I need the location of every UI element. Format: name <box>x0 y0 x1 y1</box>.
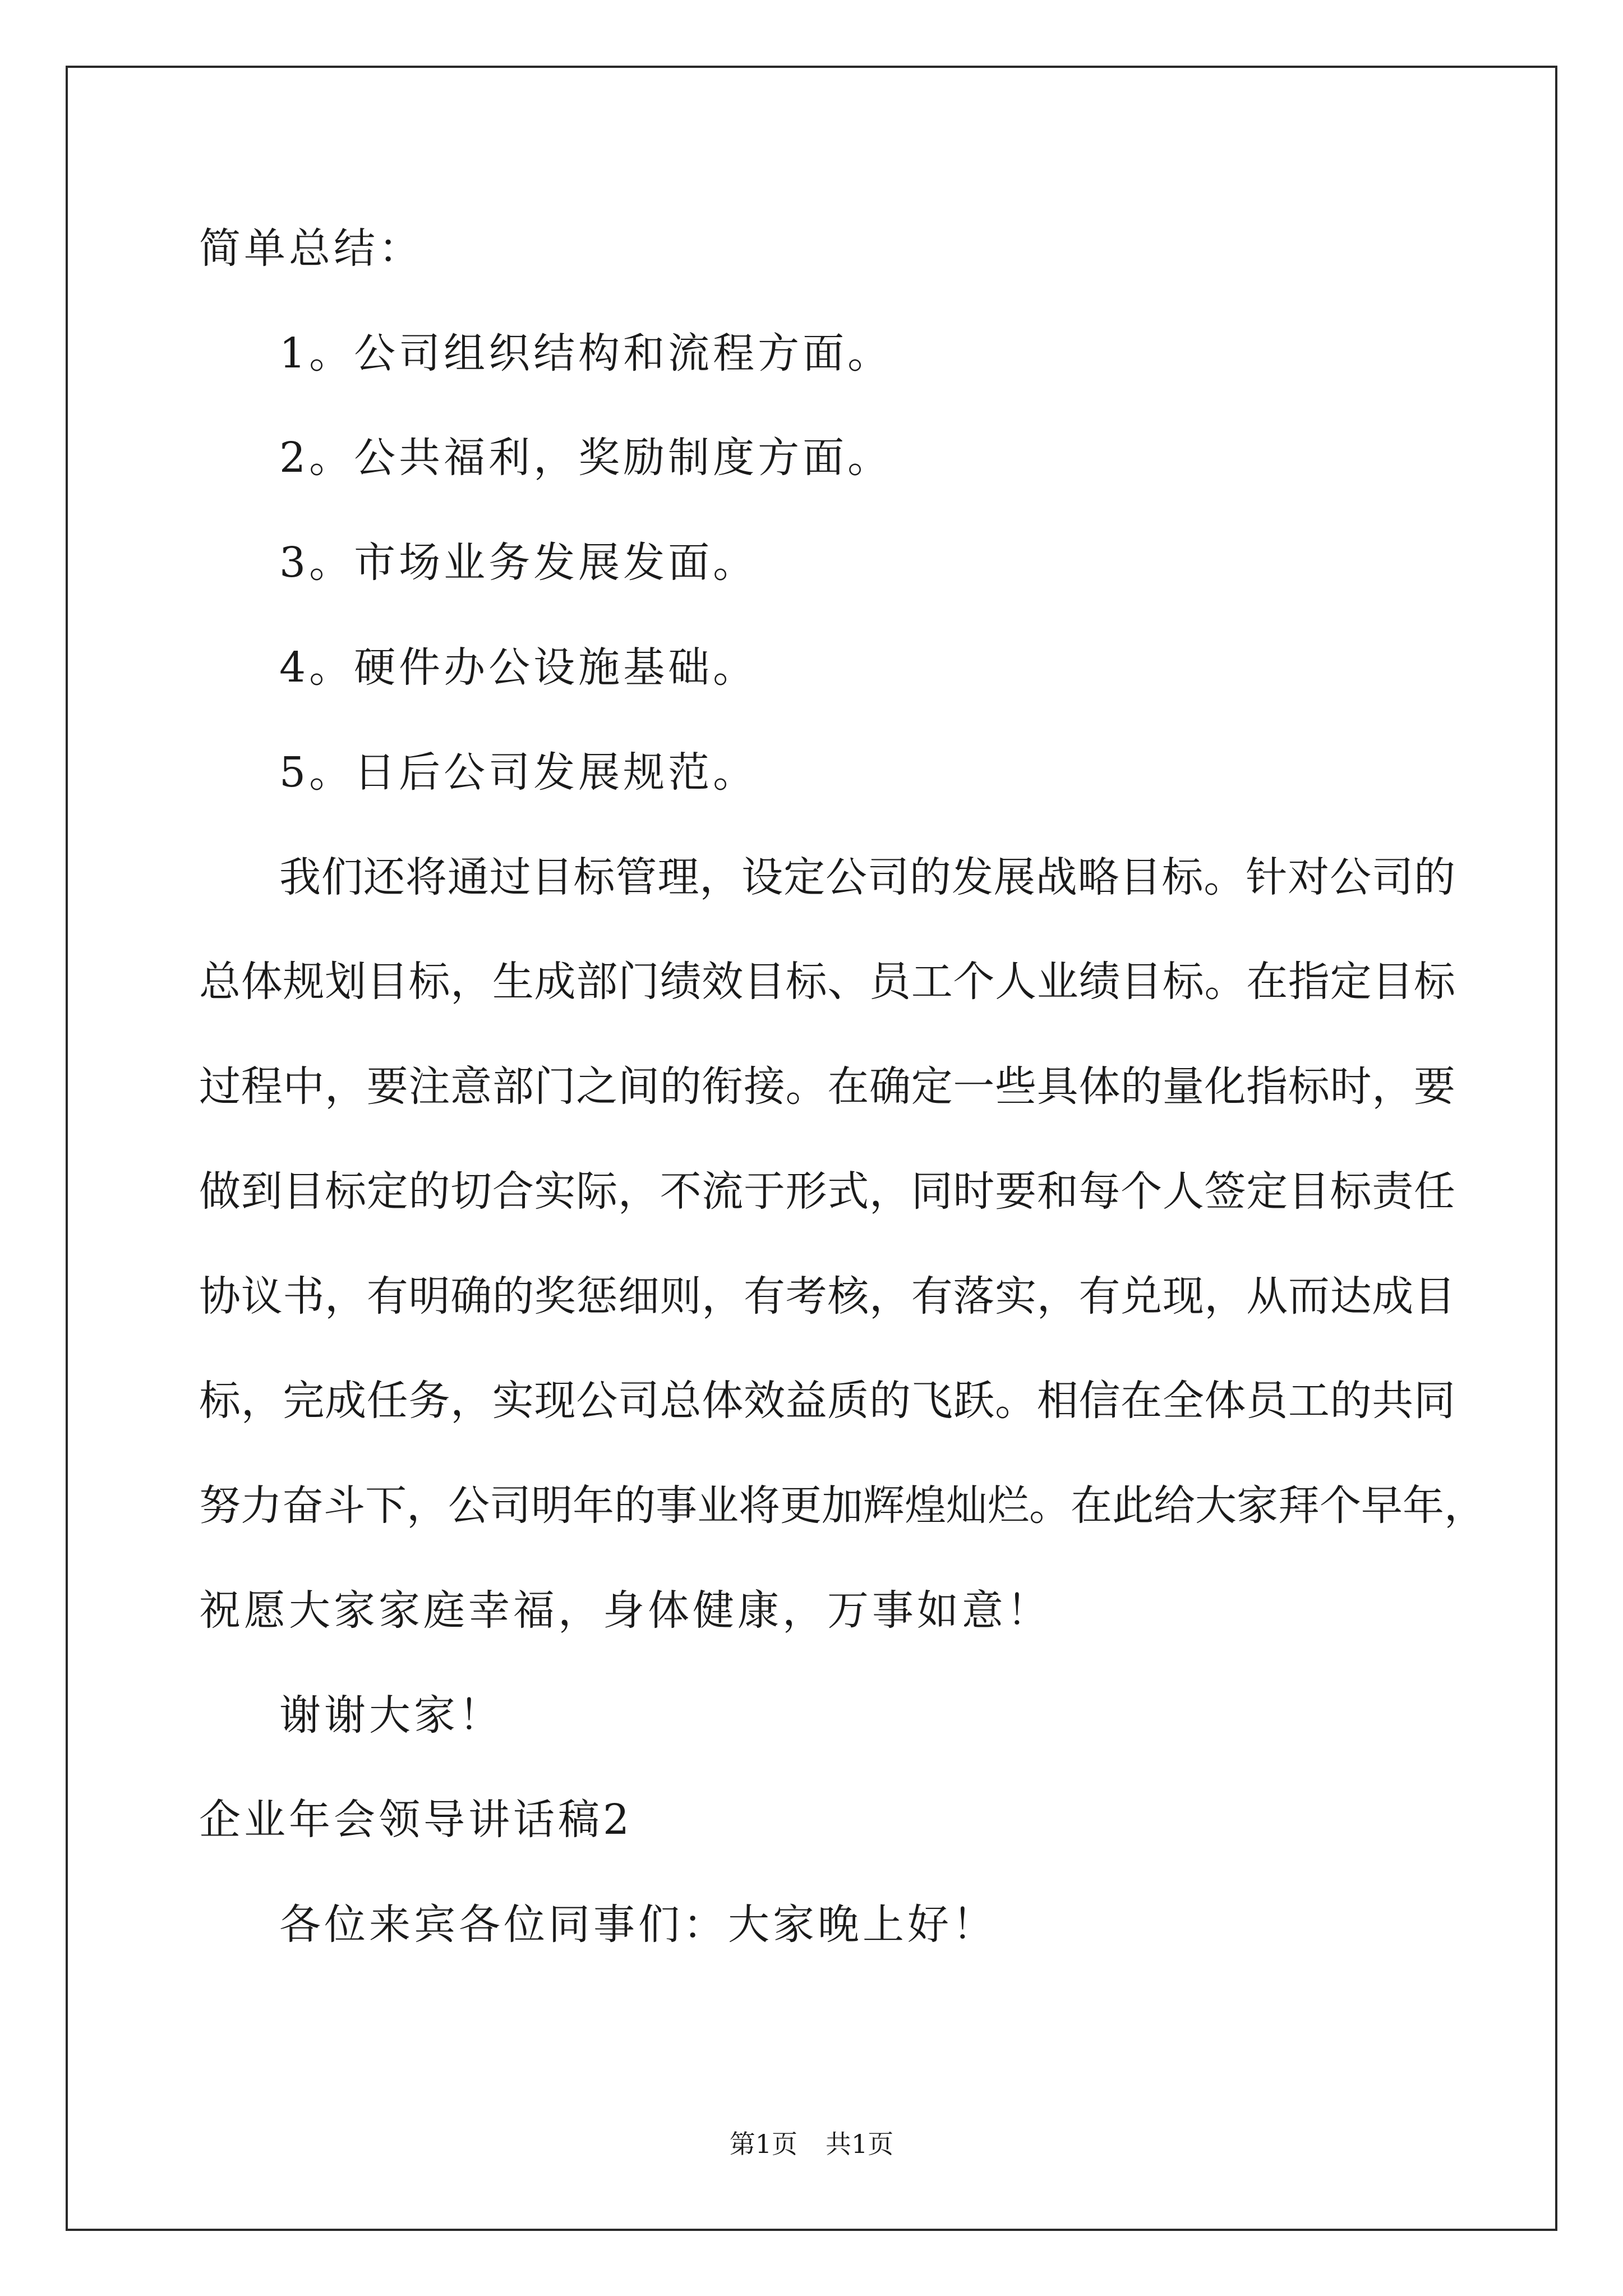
section-title: 企业年会领导讲话稿2 <box>199 1796 633 1844</box>
paragraph-line: 标，完成任务，实现公司总体效益质的飞跃。相信在全体员工的共同 <box>199 1377 1455 1425</box>
paragraph-line: 祝愿大家家庭幸福，身体健康，万事如意！ <box>199 1586 1052 1635</box>
summary-heading: 简单总结： <box>199 224 423 273</box>
page-number-current: 第1页 <box>729 2129 797 2159</box>
list-item: 5。日后公司发展规范。 <box>279 748 758 797</box>
paragraph-line: 总体规划目标，生成部门绩效目标、员工个人业绩目标。在指定目标 <box>199 958 1455 1006</box>
list-item: 3。市场业务发展发面。 <box>279 539 758 587</box>
paragraph-line: 协议书，有明确的奖惩细则，有考核，有落实，有兑现，从而达成目 <box>199 1272 1455 1320</box>
paragraph-line: 努力奋斗下，公司明年的事业将更加辉煌灿烂。在此给大家拜个早年， <box>199 1481 1486 1530</box>
list-item: 1。公司组织结构和流程方面。 <box>279 329 893 378</box>
list-item: 2。公共福利，奖励制度方面。 <box>279 434 893 482</box>
page-number-total: 共1页 <box>826 2129 894 2159</box>
thanks-line: 谢谢大家！ <box>279 1691 504 1740</box>
paragraph-line: 我们还将通过目标管理，设定公司的发展战略目标。针对公司的 <box>279 853 1455 901</box>
list-item: 4。硬件办公设施基础。 <box>279 643 758 692</box>
greeting-line: 各位来宾各位同事们：大家晚上好！ <box>279 1901 997 1949</box>
paragraph-line: 过程中，要注意部门之间的衔接。在确定一些具体的量化指标时，要 <box>199 1062 1455 1111</box>
page-footer <box>0 2127 1623 2161</box>
paragraph-line: 做到目标定的切合实际，不流于形式，同时要和每个人签定目标责任 <box>199 1167 1455 1216</box>
